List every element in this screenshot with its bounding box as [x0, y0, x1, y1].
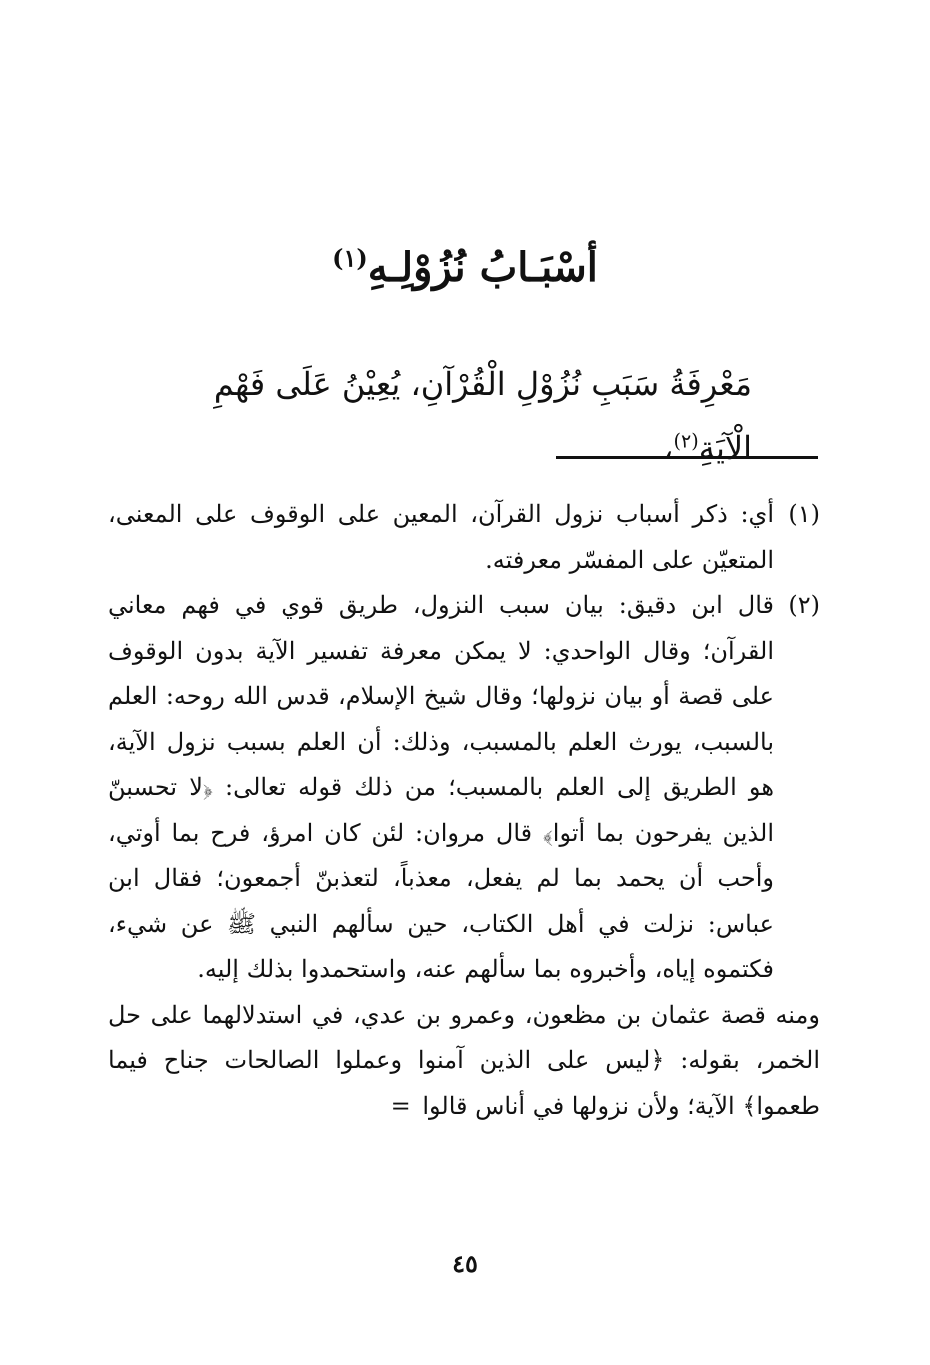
chapter-title-text: أسْبَـابُ نُزُوْلِـهِ: [367, 244, 598, 291]
chapter-title: [0, 238, 930, 298]
chapter-title-footnote-ref: (١): [332, 243, 368, 273]
footnote-number: (٢): [788, 591, 820, 619]
continuation-mark: =: [390, 1091, 411, 1120]
footnote-text: قال ابن دقيق: بيان سبب النزول، طريق قوي في فهم معاني القرآن؛ وقال الواحدي: لا يمكن معرفة تفسير الآية بدون الوقوف على قصة أو بيان نزولها؛ وقال شيخ الإسلام، قدس الله روحه: العلم بالسبب، يورث العلم بالمسبب، وذلك: أن العلم بسبب نزول الآية، هو الطريق إلى العلم بالمسبب؛ من ذلك قوله تعالى: ﴿لا تحسبنّ الذين يفرحون بما أتوا﴾ قال مروان: لئن كان امرؤ، فرح بما أوتي، وأحب أن يحمد بما لم يفعل، معذباً، لتعذبنّ أجمعون؛ فقال ابن عباس: نزلت في أهل الكتاب، حين سألهم النبي ﷺ عن شيء، فكتموه إياه، وأخبروه بما سألهم عنه، واستحمدوا بذلك إليه.: [108, 591, 774, 983]
page-number: ٤٥: [452, 1249, 478, 1278]
footnote-number: (١): [788, 500, 820, 528]
matn-text: مَعْرِفَةُ سَبَبِ نُزُوْلِ الْقُرْآنِ، يُعِيْنُ عَلَى فَهْمِ الْآيَةِ: [213, 365, 752, 467]
matn-end-punctuation: ،: [663, 429, 674, 467]
footnote-1: [108, 492, 820, 583]
footnote-2: [108, 583, 820, 993]
matn-line: [132, 352, 752, 480]
footnote-continuation: [108, 993, 820, 1130]
footnote-separator: [556, 456, 818, 459]
footnotes: [108, 492, 820, 1129]
matn-footnote-ref: (٢): [673, 429, 699, 453]
footnote-continuation-text: ومنه قصة عثمان بن مظعون، وعمرو بن عدي، في استدلالهما على حل الخمر، بقوله: ﴿ليس على الذين آمنوا وعملوا الصالحات جناح فيما طعموا﴾ الآية؛ ولأن نزولها في أناس قالوا: [108, 1000, 820, 1120]
footnote-text: أي: ذكر أسباب نزول القرآن، المعين على الوقوف على المعنى، المتعيّن على المفسّر معرفته.: [108, 500, 774, 574]
